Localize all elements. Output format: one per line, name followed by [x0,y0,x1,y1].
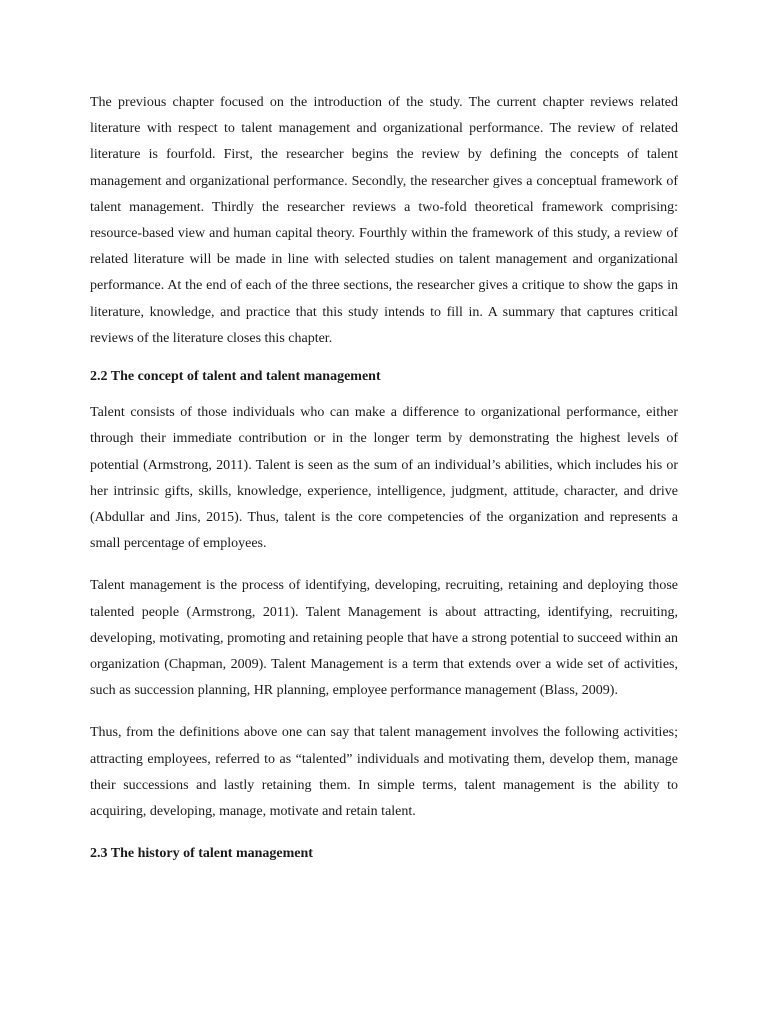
summary-paragraph: Thus, from the definitions above one can say that talent management involves the following activities; attracting employees, referred to as “talented” individuals and motivating them, develop them, manage their successions and lastly retaining them. In simple terms, talent management is the ability to acquiring, developing, manage, motivate and retain talent. [90,725,678,820]
talent-management-paragraph: Talent management is the process of identifying, developing, recruiting, retaining and deploying those talented people (Armstrong, 2011). Talent Management is about attracting, identifying, recruiting, developing, motivating, promoting and retaining people that have a strong potential to succeed within an organization (Chapman, 2009). Talent Management is a term that extends over a wide set of activities, such as succession planning, HR planning, employee performance management (Blass, 2009). [90,578,678,699]
section-heading-2-2: 2.2 The concept of talent and talent management [90,369,381,385]
talent-definition-paragraph: Talent consists of those individuals who can make a difference to organizational performance, either through their immediate contribution or in the longer term by demonstrating the highest levels of potential (Armstrong, 2011). Talent is seen as the sum of an individual’s abilities, which includes his or her intrinsic gifts, skills, knowledge, experience, intelligence, judgment, attitude, character, and drive (Abdullar and Jins, 2015). Thus, talent is the core competencies of the organization and represents a small percentage of employees. [90,405,678,552]
document-page [90,90,678,883]
intro-paragraph: The previous chapter focused on the introduction of the study. The current chapter reviews related literature with respect to talent management and organizational performance. The review of related literature is fourfold. First, the researcher begins the review by defining the concepts of talent management and organizational performance. Secondly, the researcher gives a conceptual framework of talent management. Thirdly the researcher reviews a two-fold theoretical framework comprising: resource-based view and human capital theory. Fourthly within the framework of this study, a review of related literature will be made in line with selected studies on talent management and organizational performance. At the end of each of the three sections, the researcher gives a critique to show the gaps in literature, knowledge, and practice that this study intends to fill in. A summary that captures critical reviews of the literature closes this chapter. [90,95,678,346]
section-heading-2-3: 2.3 The history of talent management [90,846,313,862]
